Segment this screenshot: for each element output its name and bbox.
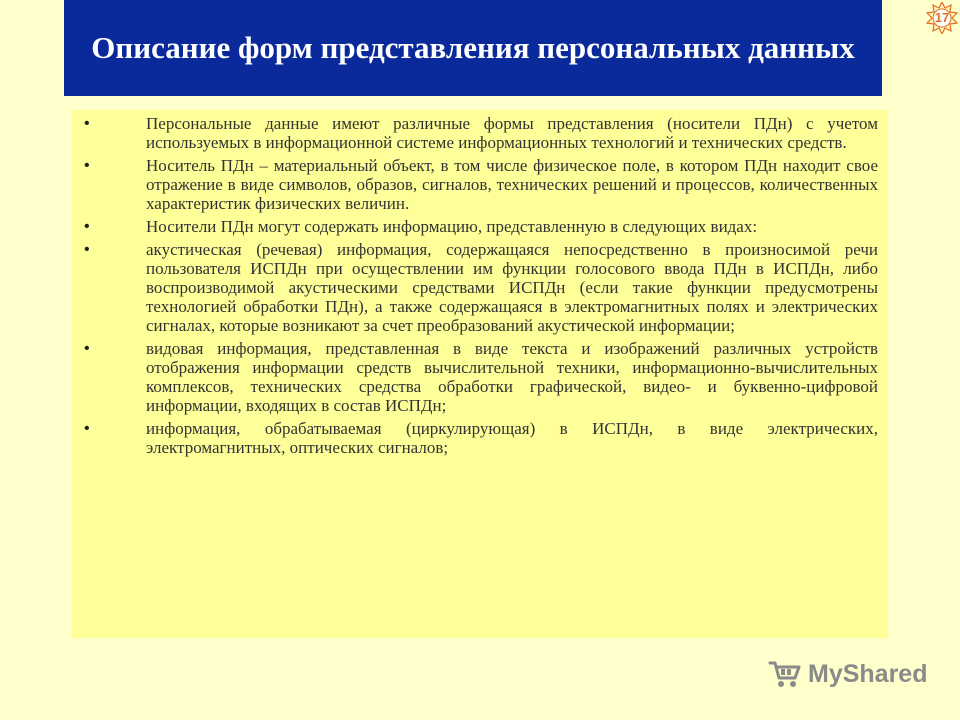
- bullet-text: видовая информация, представленная в виде текста и изображений различных устройств отображения информации средств вычислительной техники, информационно-вычислительных комплексов, технических средства обработки графической, видео- и буквенно-цифровой информации, входящих в состав ИСПДн;: [146, 339, 878, 415]
- title-bar: [64, 0, 882, 96]
- watermark-text: MyShared: [808, 659, 928, 688]
- content-box: [72, 110, 888, 638]
- bullet-text: Персональные данные имеют различные формы представления (носители ПДн) с учетом используемых в информационной системе информационных технологий и технических средств.: [146, 114, 878, 152]
- bullet-icon: •: [84, 157, 90, 174]
- slide-title: Описание форм представления персональных данных: [91, 30, 855, 65]
- slide-number: 17: [934, 10, 950, 25]
- bullet-icon: •: [84, 420, 90, 437]
- bullet-text: акустическая (речевая) информация, содержащаяся непосредственно в произносимой речи пользователя ИСПДн при осуществлении им функции голосового ввода ПДн в ИСПДн, либо воспроизводимой акустическими средствами ИСПДн (если такие функции предусмотрены технологией обработки ПДн), а также содержащаяся в электромагнитных полях и электрических сигналах, которые возникают за счет преобразований акустической информации;: [146, 240, 878, 335]
- bullet-text: информация, обрабатываемая (циркулирующая) в ИСПДн, в виде электрических, электромагнитных, оптических сигналов;: [146, 419, 878, 457]
- slide-number-badge: [926, 2, 958, 34]
- bullet-item: [72, 217, 888, 236]
- bullet-item: [72, 240, 888, 335]
- bullet-item: [72, 339, 888, 415]
- bullet-item: [72, 114, 888, 152]
- bullet-text: Носитель ПДн – материальный объект, в том числе физическое поле, в котором ПДн находит свое отражение в виде символов, образов, сигналов, технических решений и процессов, количественных характеристик физических величин.: [146, 156, 878, 213]
- bullet-icon: •: [84, 241, 90, 258]
- shopping-cart-icon: [768, 658, 802, 690]
- bullet-icon: •: [84, 340, 90, 357]
- bullet-item: [72, 419, 888, 457]
- watermark-logo: [768, 656, 927, 692]
- bullet-text: Носители ПДн могут содержать информацию, представленную в следующих видах:: [146, 217, 758, 236]
- bullet-item: [72, 156, 888, 213]
- bullet-list: [72, 114, 888, 461]
- bullet-icon: •: [84, 218, 90, 235]
- bullet-icon: •: [84, 115, 90, 132]
